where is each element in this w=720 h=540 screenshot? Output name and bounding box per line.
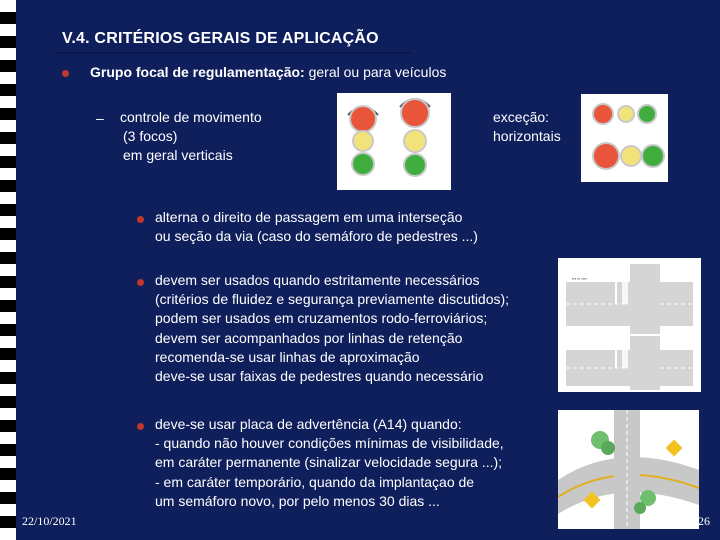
subpoint-line: (3 focos) <box>123 128 178 144</box>
bullet-point-2 <box>137 216 144 223</box>
tree-icon <box>634 502 646 514</box>
paragraph-3 <box>155 415 504 511</box>
horizontal-signals-drawing <box>581 94 668 182</box>
slide-date: 22/10/2021 <box>22 514 77 528</box>
subpoint-line: em geral verticais <box>123 147 233 163</box>
warning-sign-road-image <box>558 410 699 529</box>
exception-text <box>493 108 561 146</box>
bullet-point-3 <box>137 279 144 286</box>
paragraph-line: recomenda-se usar linhas de aproximação <box>155 348 420 365</box>
red-light-icon <box>593 143 619 169</box>
yellow-light-icon <box>621 146 641 166</box>
paragraph-line: alterna o direito de passagem em uma interseção <box>155 209 463 225</box>
yellow-light-icon <box>353 131 373 151</box>
red-light-icon <box>350 106 376 132</box>
page-number: 26 <box>698 514 710 528</box>
horizontal-signals-image <box>581 94 668 182</box>
red-light-icon <box>401 99 429 127</box>
paragraph-line: - em caráter temporário, quando da implantaçao de <box>155 473 475 490</box>
vertical-signals-drawing <box>337 93 451 190</box>
exception-line: exceção: <box>493 109 550 125</box>
paragraph-2 <box>155 271 509 386</box>
signal-head-right <box>400 99 430 176</box>
signal-row-small <box>593 104 656 124</box>
bullet-point-1 <box>62 70 69 77</box>
yellow-light-icon <box>618 106 634 122</box>
red-light-icon <box>593 104 613 124</box>
left-film-stripe <box>0 0 16 540</box>
subpoint-text <box>120 108 262 165</box>
slide-title: V.4. CRITÉRIOS GERAIS DE APLICAÇÃO <box>62 30 379 47</box>
warning-sign-road-drawing <box>558 410 699 529</box>
point-1-rest: geral ou para veículos <box>304 64 447 80</box>
intersection-markings-drawing <box>558 258 701 392</box>
point-1 <box>90 64 446 80</box>
green-light-icon <box>638 105 656 123</box>
paragraph-line: devem ser acompanhados por linhas de retenção <box>155 329 463 346</box>
subpoint-line: controle de movimento <box>120 109 262 125</box>
green-light-icon <box>642 145 664 167</box>
paragraph-line: deve-se usar placa de advertência (A14) quando: <box>155 416 462 432</box>
signal-row-large <box>593 143 664 169</box>
paragraph-line: podem ser usados em cruzamentos rodo-ferroviários; <box>155 310 488 327</box>
exception-line: horizontais <box>493 128 561 144</box>
intersection-markings-image <box>558 258 701 392</box>
title-underline <box>56 52 411 54</box>
signal-head-left <box>348 106 378 175</box>
paragraph-line: - quando não houver condições mínimas de visibilidade, <box>155 435 504 452</box>
paragraph-line: em caráter permanente (sinalizar velocidade segura ...); <box>155 454 503 471</box>
paragraph-1 <box>155 208 478 246</box>
paragraph-line: um semáforo novo, por pelo menos 30 dias ... <box>155 492 440 509</box>
yellow-light-icon <box>404 130 426 152</box>
paragraph-line: (critérios de fluidez e segurança previamente discutidos); <box>155 291 510 308</box>
bullet-point-4 <box>137 423 144 430</box>
green-light-icon <box>352 153 374 175</box>
vertical-signals-image <box>337 93 451 190</box>
paragraph-line: devem ser usados quando estritamente necessários <box>155 272 480 288</box>
green-light-icon <box>404 154 426 176</box>
point-1-bold: Grupo focal de regulamentação: <box>90 64 305 80</box>
svg-text:▪▪▪ ▪▪ ▪▪▪▪: ▪▪▪ ▪▪ ▪▪▪▪ <box>572 276 587 281</box>
sub-dash: – <box>96 110 104 126</box>
paragraph-line: ou seção da via (caso do semáforo de pedestres ...) <box>155 228 478 245</box>
tree-icon <box>601 441 615 455</box>
paragraph-line: deve-se usar faixas de pedestres quando necessário <box>155 368 484 385</box>
